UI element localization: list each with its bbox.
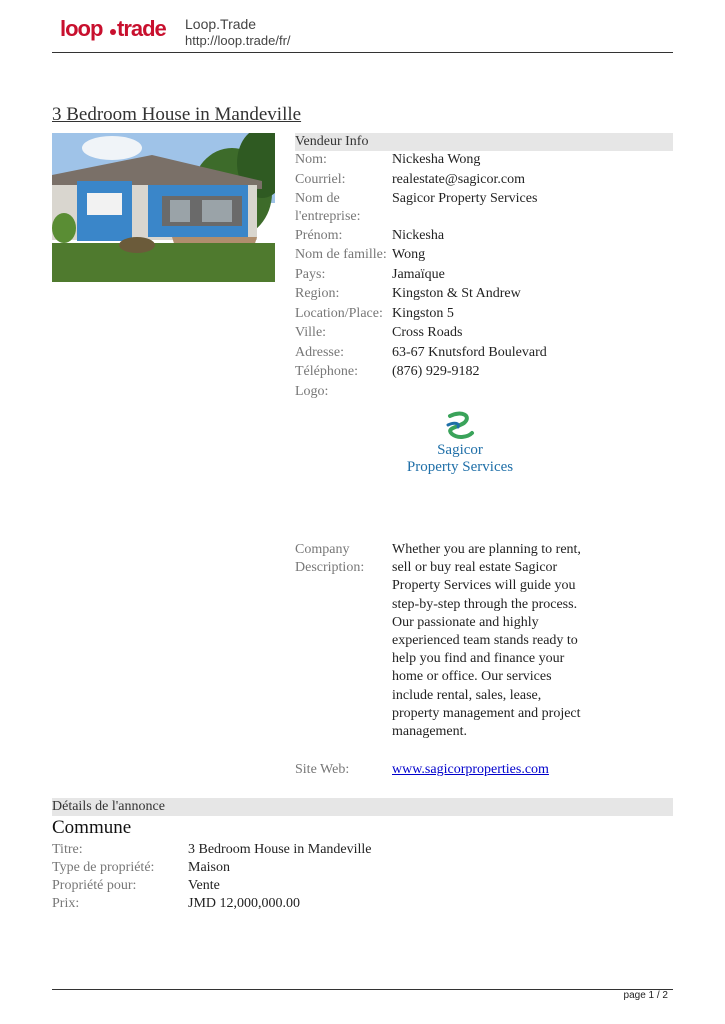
- page-header: [52, 10, 673, 53]
- detail-label-type: Type de propriété:: [52, 860, 155, 875]
- listing-title[interactable]: 3 Bedroom House in Mandeville: [52, 104, 302, 125]
- vendor-label-telephone: Téléphone:: [295, 364, 358, 379]
- site-url[interactable]: http://loop.trade/fr/: [185, 33, 291, 48]
- svg-text:Sagicor: Sagicor: [437, 442, 483, 458]
- detail-value-type: Maison: [188, 860, 230, 875]
- listing-details-header: Détails de l'annonce: [52, 798, 673, 816]
- svg-text:trade: trade: [117, 16, 166, 41]
- vendor-value-telephone: (876) 929-9182: [392, 364, 480, 379]
- website-label: Site Web:: [295, 762, 350, 777]
- vendor-label-entreprise: Nom de l'entreprise:: [295, 191, 361, 224]
- vendor-label-nom-famille: Nom de famille:: [295, 247, 387, 262]
- footer-divider: [52, 989, 673, 990]
- vendor-label-prenom: Prénom:: [295, 228, 343, 243]
- vendor-label-courriel: Courriel:: [295, 172, 346, 187]
- vendor-value-adresse: 63-67 Knutsford Boulevard: [392, 345, 547, 360]
- sagicor-logo: [398, 410, 523, 480]
- vendor-value-region: Kingston & St Andrew: [392, 286, 521, 301]
- vendor-label-adresse: Adresse:: [295, 345, 344, 360]
- vendor-value-nom-famille: Wong: [392, 247, 426, 262]
- vendor-value-pays: Jamaïque: [392, 267, 445, 282]
- company-description: Whether you are planning to rent, sell or buy real estate Sagicor Property Services will guide you step-by-step through the process. Our passionate and highly experienced team stands ready to help you find and finance your home or office. Our services include rental, sales, lease, property management and project management.: [392, 542, 581, 740]
- vendor-label-pays: Pays:: [295, 267, 326, 282]
- vendor-value-nom: Nickesha Wong: [392, 152, 481, 167]
- svg-text:Property Services: Property Services: [406, 459, 514, 475]
- vendor-info-header: Vendeur Info: [295, 133, 673, 151]
- vendor-label-ville: Ville:: [295, 325, 327, 340]
- vendor-value-courriel[interactable]: realestate@sagicor.com: [392, 172, 525, 187]
- vendor-label-logo: Logo:: [295, 384, 329, 399]
- svg-text:loop: loop: [60, 16, 103, 41]
- vendor-value-ville: Cross Roads: [392, 325, 463, 340]
- website-link[interactable]: www.sagicorproperties.com: [392, 762, 549, 777]
- detail-value-prix: JMD 12,000,000.00: [188, 896, 301, 911]
- detail-label-propriete-pour: Propriété pour:: [52, 878, 137, 893]
- page-number: page 1 / 2: [623, 990, 668, 1001]
- vendor-value-prenom: Nickesha: [392, 228, 445, 243]
- listing-photo: [52, 133, 275, 282]
- detail-label-titre: Titre:: [52, 842, 83, 857]
- vendor-label-region: Region:: [295, 286, 340, 301]
- vendor-value-location: Kingston 5: [392, 306, 454, 321]
- vendor-label-nom: Nom:: [295, 152, 327, 167]
- vendor-label-location: Location/Place:: [295, 306, 383, 321]
- site-name: Loop.Trade: [185, 16, 257, 32]
- loop-trade-logo[interactable]: [60, 14, 170, 49]
- detail-label-prix: Prix:: [52, 896, 80, 911]
- detail-value-propriete-pour: Vente: [188, 878, 220, 893]
- detail-value-titre: 3 Bedroom House in Mandeville: [188, 842, 372, 857]
- details-subheading: Commune: [52, 817, 132, 838]
- company-description-label: Company Description:: [295, 542, 365, 575]
- vendor-value-entreprise: Sagicor Property Services: [392, 191, 538, 206]
